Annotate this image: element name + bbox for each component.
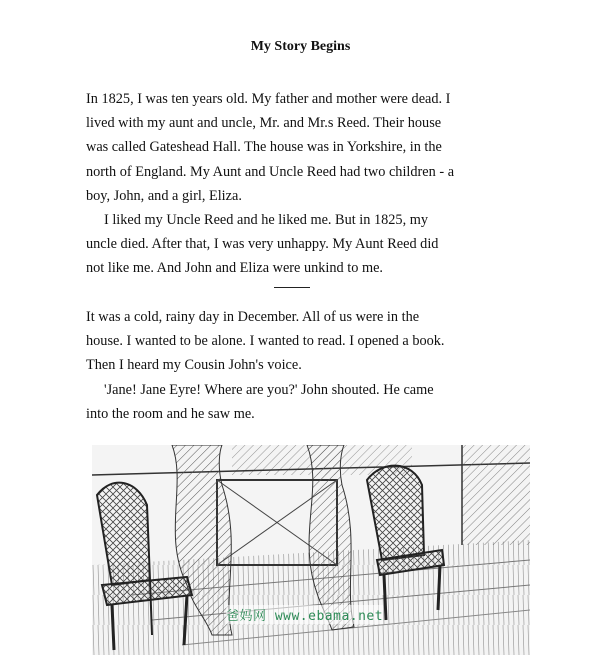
watermark-text: 爸妈网 www.ebama.net [226, 605, 383, 624]
paragraph-2 [86, 208, 486, 281]
text-line: 'Jane! Jane Eyre! Where are you?' John shouted. He came [104, 382, 434, 398]
text-line: not like me. And John and Eliza were unkind to me. [86, 260, 383, 277]
text-line: uncle died. After that, I was very unhappy. My Aunt Reed did [86, 236, 439, 253]
paragraph-1 [86, 87, 486, 208]
text-line: In 1825, I was ten years old. My father and mother were dead. I [86, 91, 451, 107]
text-line: I liked my Uncle Reed and he liked me. But in 1825, my [104, 212, 428, 228]
chapter-title: My Story Begins [250, 39, 351, 54]
text-line: was called Gateshead Hall. The house was in Yorkshire, in the [86, 139, 442, 156]
text-line: Then I heard my Cousin John's voice. [86, 357, 302, 374]
paragraph-3 [86, 305, 486, 378]
text-line: into the room and he saw me. [86, 406, 255, 423]
text-line: lived with my aunt and uncle, Mr. and Mr.s Reed. Their house [86, 115, 442, 132]
text-line: It was a cold, rainy day in December. All of us were in the [86, 309, 420, 325]
text-line: boy, John, and a girl, Eliza. [86, 187, 242, 204]
text-line: house. I wanted to be alone. I wanted to read. I opened a book. [86, 333, 445, 350]
paragraph-4 [86, 378, 486, 426]
section-divider [274, 287, 310, 288]
text-line: north of England. My Aunt and Uncle Reed had two children - a [86, 163, 455, 180]
room-illustration [92, 445, 530, 660]
